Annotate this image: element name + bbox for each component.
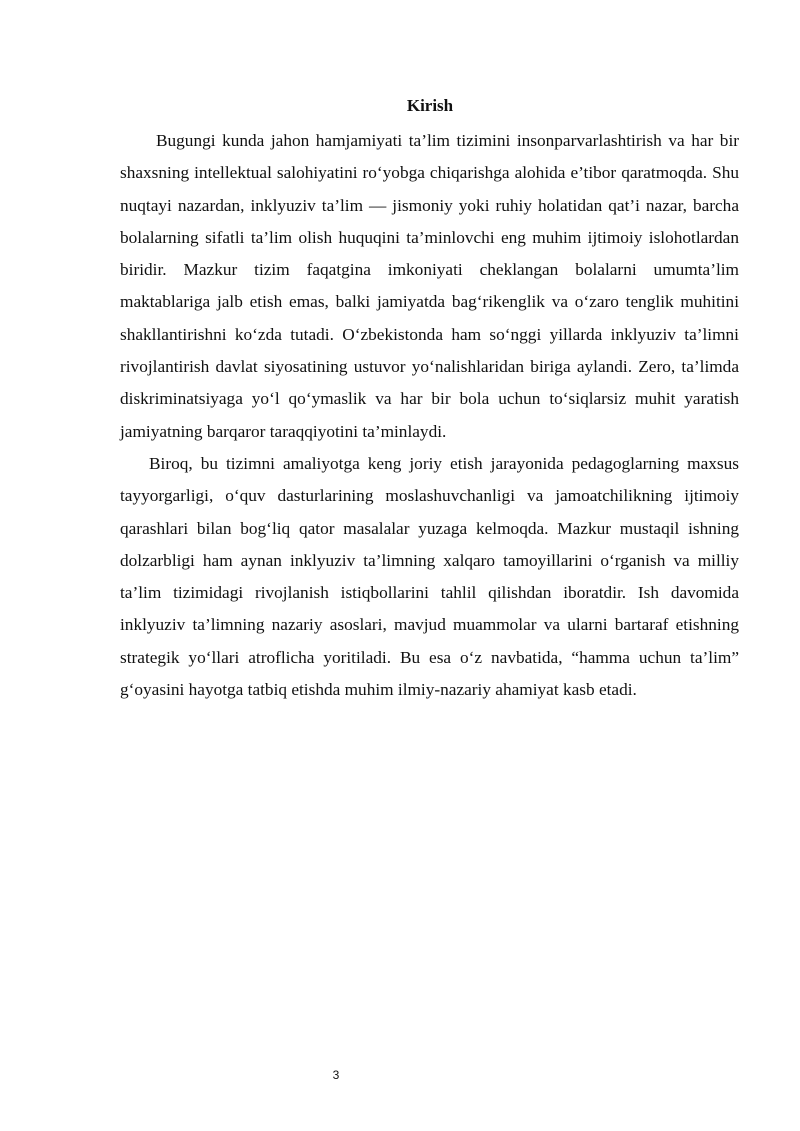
page-number: 3 bbox=[332, 1068, 340, 1082]
paragraph-1: Bugungi kunda jahon hamjamiyati ta’lim tizimini insonparvarlashtirish va har bir shaxsning intellektual salohiyatini ro‘yobga chiqarishga alohida e’tibor qaratmoqda. Shu nuqtayi nazardan, inklyuziv ta’lim — jismoniy yoki ruhiy holatidan qat’i nazar, barcha bolalarning sifatli ta’lim olish huquqini ta’minlovchi eng muhim ijtimoiy islohotlardan biridir. Mazkur tizim faqatgina imkoniyati cheklangan bolalarni umumta’lim maktablariga jalb etish emas, balki jamiyatda bag‘rikenglik va o‘zaro tenglik muhitini shakllantirishni ko‘zda tutadi. O‘zbekistonda ham so‘nggi yillarda inklyuziv ta’limni rivojlantirish davlat siyosatining ustuvor yo‘nalishlaridan biriga aylandi. Zero, ta’limda diskriminatsiyaga yo‘l qo‘ymaslik va har bir bola uchun to‘siqlarsiz muhit yaratish jamiyatning barqaror taraqqiyotini ta’minlaydi. bbox=[120, 131, 739, 441]
section-heading: Kirish bbox=[406, 96, 454, 115]
paragraph-2: Biroq, bu tizimni amaliyotga keng joriy etish jarayonida pedagoglarning maxsus tayyorgarligi, o‘quv dasturlarining moslashuvchanligi va jamoatchilikning ijtimoiy qarashlari bilan bog‘liq qator masalalar yuzaga kelmoqda. Mazkur mustaqil ishning dolzarbligi ham aynan inklyuziv ta’limning xalqaro tamoyillarini o‘rganish va milliy ta’lim tizimidagi rivojlanish istiqbollarini tahlil qilishdan iboratdir. Ish davomida inklyuziv ta’limning nazariy asoslari, mavjud muammolar va ularni bartaraf etishning strategik yo‘llari atroflicha yoritiladi. Bu esa o‘z navbatida, “hamma uchun ta’lim” g‘oyasini hayotga tatbiq etishda muhim ilmiy-nazariy ahamiyat kasb etadi. bbox=[120, 453, 739, 700]
body-text bbox=[120, 125, 739, 706]
